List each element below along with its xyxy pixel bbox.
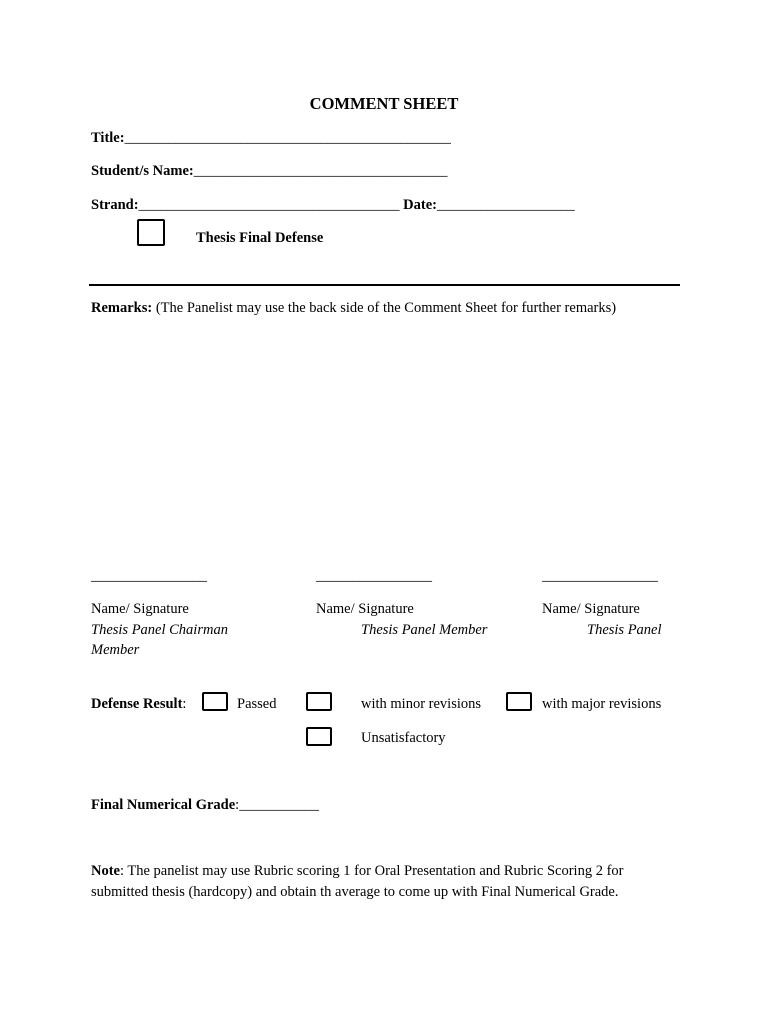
note-paragraph	[91, 861, 681, 903]
signature-name-label-chairman: Name/ Signature	[91, 601, 189, 617]
defense-result-colon: :	[182, 696, 187, 712]
final-grade-blank[interactable]: :___________	[235, 797, 319, 813]
defense-result-heading	[91, 696, 186, 713]
student-name-blank[interactable]: ___________________________________	[193, 163, 448, 179]
unsatisfactory-label: Unsatisfactory	[361, 730, 446, 746]
student-name-label: Student/s Name:	[91, 163, 194, 179]
thesis-final-defense-checkbox[interactable]	[137, 219, 165, 246]
passed-label: Passed	[237, 696, 277, 712]
signature-role-chairman: Thesis Panel Chairman	[91, 622, 228, 638]
final-grade-label: Final Numerical Grade	[91, 797, 236, 813]
signature-name-label-panel: Name/ Signature	[542, 601, 640, 617]
signature-name-label-member: Name/ Signature	[316, 601, 414, 617]
signature-role-chairman-cont: Member	[91, 642, 140, 658]
student-name-field[interactable]	[91, 163, 447, 180]
section-divider	[89, 284, 680, 286]
title-blank[interactable]: _____________________________________________	[124, 130, 451, 146]
date-label: Date:	[403, 197, 437, 213]
thesis-final-defense-label: Thesis Final Defense	[196, 230, 324, 246]
signature-role-member: Thesis Panel Member	[361, 622, 488, 638]
remarks-area[interactable]	[89, 325, 680, 560]
minor-revisions-label: with minor revisions	[361, 696, 482, 712]
date-blank[interactable]: ___________________	[437, 197, 575, 213]
strand-blank[interactable]: ____________________________________	[138, 197, 400, 213]
minor-revisions-checkbox[interactable]	[306, 692, 332, 711]
signature-line-chairman[interactable]: ________________	[91, 568, 207, 584]
strand-label: Strand:	[91, 197, 139, 213]
final-grade-field[interactable]	[91, 797, 319, 814]
major-revisions-label: with major revisions	[542, 696, 662, 712]
title-field[interactable]	[91, 130, 451, 147]
remarks-label: Remarks:	[91, 300, 153, 316]
major-revisions-checkbox[interactable]	[506, 692, 532, 711]
passed-checkbox[interactable]	[202, 692, 228, 711]
strand-date-field[interactable]	[91, 197, 575, 214]
title-label: Title:	[91, 130, 125, 146]
note-label: Note	[91, 863, 120, 879]
defense-result-label: Defense Result	[91, 696, 183, 712]
page-title: COMMENT SHEET	[309, 94, 459, 113]
unsatisfactory-checkbox[interactable]	[306, 727, 332, 746]
signature-role-panel: Thesis Panel	[587, 622, 662, 638]
signature-line-member[interactable]: ________________	[316, 568, 432, 584]
signature-line-panel[interactable]: ________________	[542, 568, 658, 584]
note-text: : The panelist may use Rubric scoring 1 for Oral Presentation and Rubric Scoring 2 for submitted thesis (hardcopy) and obtain th average to come up with Final Numerical Grade.	[91, 863, 624, 900]
remarks-instructions: (The Panelist may use the back side of the Comment Sheet for further remarks)	[152, 300, 617, 316]
remarks-heading	[91, 300, 616, 317]
